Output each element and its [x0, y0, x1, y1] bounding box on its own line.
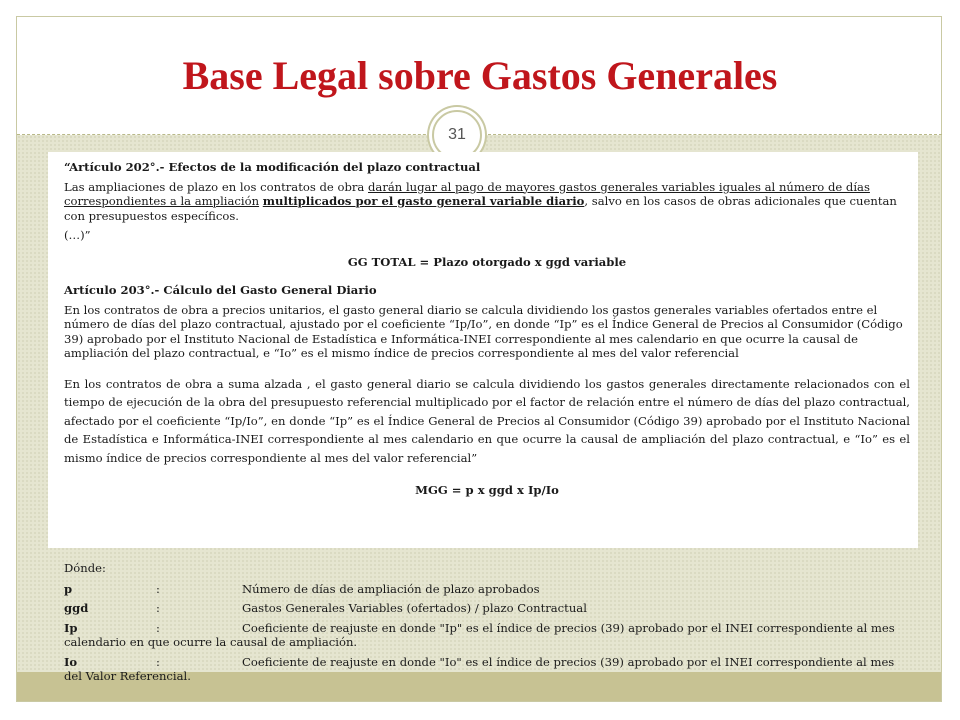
article-203-paragraph-2: En los contratos de obra a suma alzada , el gasto general diario se calcula dividiendo los gastos generales directamente relacionados con el tiempo de ejecución de la obra del presupuesto referencial multiplicado por el factor de relación entre el número de días del plazo contractual, afectado por el coeficiente “Ip/Io”, en donde “Ip” es el Índice General de Precios al Consumidor (Código 39) aprobado por el Instituto Nacional de Estadística e Informática-INEI correspondiente al mes calendario en que ocurre la causal de ampliación del plazo contractual, e “Io” es el mismo índice de precios correspondiente al mes del valor referencial” [64, 376, 910, 465]
legend-key: Ip [64, 620, 78, 635]
formula-gg-total: GG TOTAL = Plazo otorgado x ggd variable [347, 254, 627, 269]
formula-mgg: MGG = p x ggd x Ip/Io [415, 483, 559, 497]
legend-key: p [64, 581, 73, 596]
legend-heading: Dónde: [64, 561, 106, 575]
legend-row-p [64, 582, 910, 597]
legend-text: Coeficiente de reajuste en donde "Ip" es el índice de precios (39) aprobado por el INEI correspondiente al mes calendario en que ocurre la causal de ampliación. [64, 620, 895, 649]
article-203-paragraph-1: En los contratos de obra a precios unitarios, el gasto general diario se calcula dividiendo los gastos generales variables ofertados entre el número de días del plazo contractual, ajustado por el coeficiente “Ip/Io”, en donde “Ip” es el Índice General de Precios al Consumidor (Código 39) aprobado por el Instituto Nacional de Estadística e Informática-INEI correspondiente al mes calendario en que ocurre la causal de ampliación del plazo contractual, e “Io” es el mismo índice de precios correspondiente al mes del valor referencial [64, 302, 903, 360]
article-202-body-underlined: darán lugar al pago de mayores gastos generales variables iguales al número de días correspondientes a la ampliación [64, 179, 870, 208]
legend-text: Coeficiente de reajuste en donde "Io" es el índice de precios (39) aprobado por el INEI correspondiente al mes del Valor Referencial. [64, 654, 895, 683]
article-202-body-part-1: Las ampliaciones de plazo en los contratos de obra [64, 179, 369, 194]
legend-row-io [64, 655, 910, 684]
legend-text: Gastos Generales Variables (ofertados) / plazo Contractual [242, 601, 587, 615]
legend-text: Número de días de ampliación de plazo aprobados [242, 581, 540, 596]
slide-title: Base Legal sobre Gastos Generales [182, 53, 778, 98]
article-202-body-bold-underlined: multiplicados por el gasto general variable diario [262, 194, 585, 208]
page-number-badge: 31 [432, 110, 482, 160]
legend-colon: : [156, 581, 160, 596]
article-202-ellipsis: (…)” [64, 228, 91, 242]
legend-key: Io [64, 654, 78, 669]
article-202-body-part-5: , salvo en los casos de obras adicionales que cuentan con presupuestos específicos. [64, 194, 897, 223]
article-content [64, 160, 910, 503]
legend-key: ggd [64, 601, 89, 615]
legend-row-ip [64, 621, 910, 650]
article-202-body [64, 180, 910, 224]
article-203-heading: Artículo 203°.- Cálculo del Gasto General Diario [64, 283, 377, 297]
article-202-heading: “Artículo 202°.- Efectos de la modificación del plazo contractual [64, 160, 481, 174]
legend [64, 561, 910, 684]
legend-colon: : [156, 654, 160, 669]
legend-colon: : [156, 601, 160, 615]
legend-row-ggd [64, 601, 910, 616]
legend-colon: : [156, 620, 160, 635]
